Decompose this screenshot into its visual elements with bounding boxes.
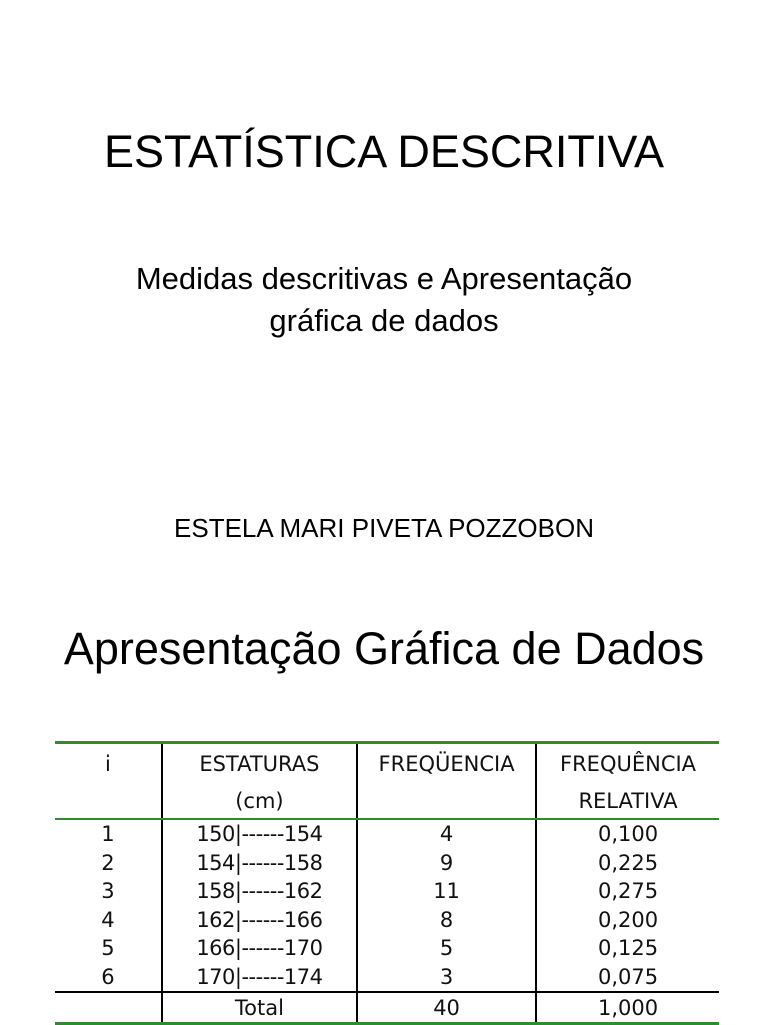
cell-estaturas: 150|------154 bbox=[162, 819, 357, 849]
slide-title: ESTATÍSTICA DESCRITIVA bbox=[103, 126, 665, 177]
table-row bbox=[55, 819, 719, 849]
cell-frequencia: 11 bbox=[357, 877, 536, 906]
cell-relativa: 0,275 bbox=[536, 877, 719, 906]
cell-frequencia: 3 bbox=[357, 963, 536, 993]
section-title: Apresentação Gráfica de Dados bbox=[63, 623, 705, 674]
cell-frequencia: 8 bbox=[357, 906, 536, 935]
cell-estaturas: 154|------158 bbox=[162, 849, 357, 878]
cell-i: 4 bbox=[101, 907, 115, 932]
cell-relativa: 0,225 bbox=[536, 849, 719, 878]
header-frequencia: FREQÜENCIA bbox=[357, 743, 536, 785]
header-estaturas: ESTATURAS bbox=[162, 743, 357, 785]
cell-estaturas: 162|------166 bbox=[162, 906, 357, 935]
cell-relativa: 0,200 bbox=[536, 906, 719, 935]
cell-frequencia: 4 bbox=[357, 819, 536, 849]
table-row bbox=[55, 849, 719, 878]
header-estaturas-unit: (cm) bbox=[162, 784, 357, 819]
header-frequencia-cont bbox=[357, 784, 536, 819]
cell-total-blank bbox=[55, 992, 162, 1024]
subtitle-line-1: Medidas descritivas e Apresentação bbox=[135, 261, 633, 296]
table-row bbox=[55, 877, 719, 906]
cell-estaturas: 170|------174 bbox=[162, 963, 357, 993]
cell-total-relativa: 1,000 bbox=[536, 992, 719, 1024]
slide-subtitle bbox=[60, 258, 708, 342]
cell-relativa: 0,100 bbox=[536, 819, 719, 849]
table-header-row bbox=[55, 743, 719, 785]
cell-relativa: 0,075 bbox=[536, 963, 719, 993]
cell-i: 5 bbox=[101, 936, 115, 961]
cell-frequencia: 5 bbox=[357, 934, 536, 963]
cell-i: 6 bbox=[101, 964, 115, 989]
cell-i: 3 bbox=[101, 879, 115, 904]
header-freq-relativa-line1: FREQUÊNCIA bbox=[536, 743, 719, 785]
header-i-cont bbox=[55, 784, 162, 819]
cell-total-label: Total bbox=[162, 992, 357, 1024]
subtitle-line-2: gráfica de dados bbox=[269, 303, 499, 338]
table-row bbox=[55, 906, 719, 935]
cell-relativa: 0,125 bbox=[536, 934, 719, 963]
header-freq-relativa-line2: RELATIVA bbox=[536, 784, 719, 819]
cell-i: 2 bbox=[101, 850, 115, 875]
table-total-row bbox=[55, 992, 719, 1024]
author-name: ESTELA MARI PIVETA POZZOBON bbox=[174, 513, 594, 543]
table-row bbox=[55, 963, 719, 993]
cell-i: 1 bbox=[101, 822, 115, 847]
cell-total-frequencia: 40 bbox=[357, 992, 536, 1024]
table-header-row-2 bbox=[55, 784, 719, 819]
cell-estaturas: 158|------162 bbox=[162, 877, 357, 906]
header-i: i bbox=[55, 743, 162, 785]
table-row bbox=[55, 934, 719, 963]
cell-estaturas: 166|------170 bbox=[162, 934, 357, 963]
frequency-table bbox=[55, 741, 719, 1025]
cell-frequencia: 9 bbox=[357, 849, 536, 878]
